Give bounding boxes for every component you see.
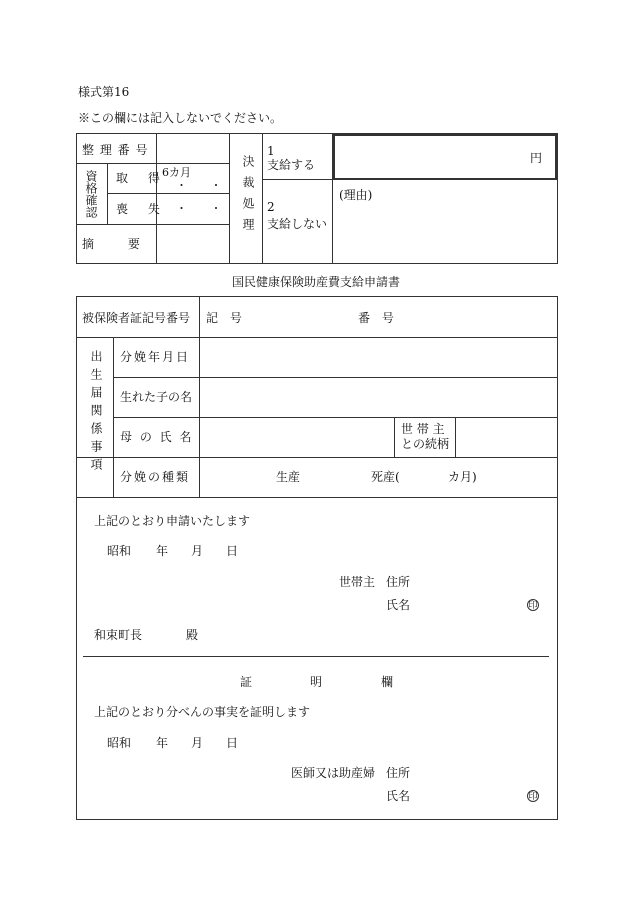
amount-field[interactable]	[333, 134, 557, 180]
shutoku-months: 6カ月	[162, 166, 191, 179]
bunben-date-field[interactable]	[201, 339, 556, 376]
shisan-option[interactable]: 死産(	[371, 470, 400, 484]
cert-name-label: 氏名	[386, 789, 411, 803]
option1-number: 1	[267, 144, 275, 158]
head-relation-label-2: との続柄	[401, 437, 450, 451]
cert-address-label: 住所	[386, 766, 411, 780]
application-seal-icon: 印	[528, 601, 538, 611]
insured-kigo-field[interactable]: 記 号	[206, 311, 246, 325]
section-divider	[83, 656, 549, 657]
head-relation-label-1: 世 帯 主	[401, 422, 445, 436]
seisan-option[interactable]: 生産	[276, 470, 301, 484]
cert-seal-icon: 印	[528, 792, 538, 802]
cert-title-3: 欄	[381, 675, 394, 689]
shutoku-date-field[interactable]: ・ ・	[176, 179, 232, 192]
certifier-label: 医師又は助産婦	[291, 766, 376, 780]
cert-day: 日	[226, 736, 239, 750]
option1-label[interactable]: 支給する	[267, 158, 316, 172]
soshitsu-date-field[interactable]: ・ ・	[176, 202, 232, 215]
child-name-field[interactable]	[201, 379, 556, 416]
divider	[455, 417, 456, 457]
cert-title-2: 明	[310, 675, 323, 689]
shikaku-kakunin-label: 資格確認	[84, 170, 98, 218]
option2-number: 2	[267, 200, 275, 214]
divider	[394, 417, 395, 457]
mother-name-label: 母 の 氏 名	[120, 430, 194, 444]
yen-unit: 円	[530, 151, 543, 165]
divider	[262, 133, 263, 264]
divider	[76, 457, 558, 458]
application-era: 昭和	[107, 544, 132, 558]
addressee: 和束町長	[94, 628, 143, 642]
divider	[76, 497, 558, 498]
shutoku-label: 取 得	[116, 171, 168, 185]
bunben-type-label: 分娩の種類	[120, 470, 191, 484]
honorific: 殿	[186, 628, 199, 642]
divider	[107, 193, 229, 194]
divider	[76, 163, 229, 164]
head-relation-field[interactable]	[457, 419, 556, 456]
cert-era: 昭和	[107, 736, 132, 750]
divider	[199, 296, 200, 497]
shisan-months-close: カ月)	[448, 470, 477, 484]
insured-bango-field[interactable]: 番 号	[358, 311, 398, 325]
child-name-label: 生れた子の名	[120, 390, 193, 404]
bunben-date-label: 分娩年月日	[120, 350, 191, 364]
reason-label: (理由)	[339, 188, 373, 202]
application-statement: 上記のとおり申請いたします	[94, 514, 251, 528]
option2-label[interactable]: 支給しない	[267, 217, 328, 231]
birth-section-label: 出生届関係事項	[89, 350, 103, 476]
kessai-shori-label: 決裁処理	[241, 155, 255, 239]
divider	[113, 377, 558, 378]
tekiyo-label: 摘 要	[82, 237, 140, 251]
divider	[113, 417, 558, 418]
head-label: 世帯主	[339, 575, 376, 589]
divider	[229, 133, 230, 264]
seiri-bango-label: 整 理 番 号	[82, 143, 149, 157]
reason-field[interactable]	[340, 205, 550, 260]
application-month: 月	[191, 544, 204, 558]
insured-number-label: 被保険者証記号番号	[82, 311, 191, 325]
mother-name-field[interactable]	[201, 419, 393, 456]
seiri-bango-field[interactable]	[157, 134, 228, 162]
divider	[76, 337, 558, 338]
document-title: 国民健康保険助産費支給申請書	[232, 275, 401, 289]
application-address-label: 住所	[386, 575, 411, 589]
note-do-not-fill: ※この欄には記入しないでください。	[78, 111, 283, 125]
cert-statement: 上記のとおり分べんの事実を証明します	[94, 705, 311, 719]
application-day: 日	[226, 544, 239, 558]
cert-year: 年	[156, 736, 169, 750]
application-name-label: 氏名	[386, 598, 411, 612]
form-number: 様式第16	[78, 85, 130, 99]
cert-month: 月	[191, 736, 204, 750]
cert-title-1: 証	[240, 675, 253, 689]
application-year: 年	[156, 544, 169, 558]
tekiyo-field[interactable]	[157, 225, 228, 263]
soshitsu-label: 喪 失	[116, 202, 168, 216]
